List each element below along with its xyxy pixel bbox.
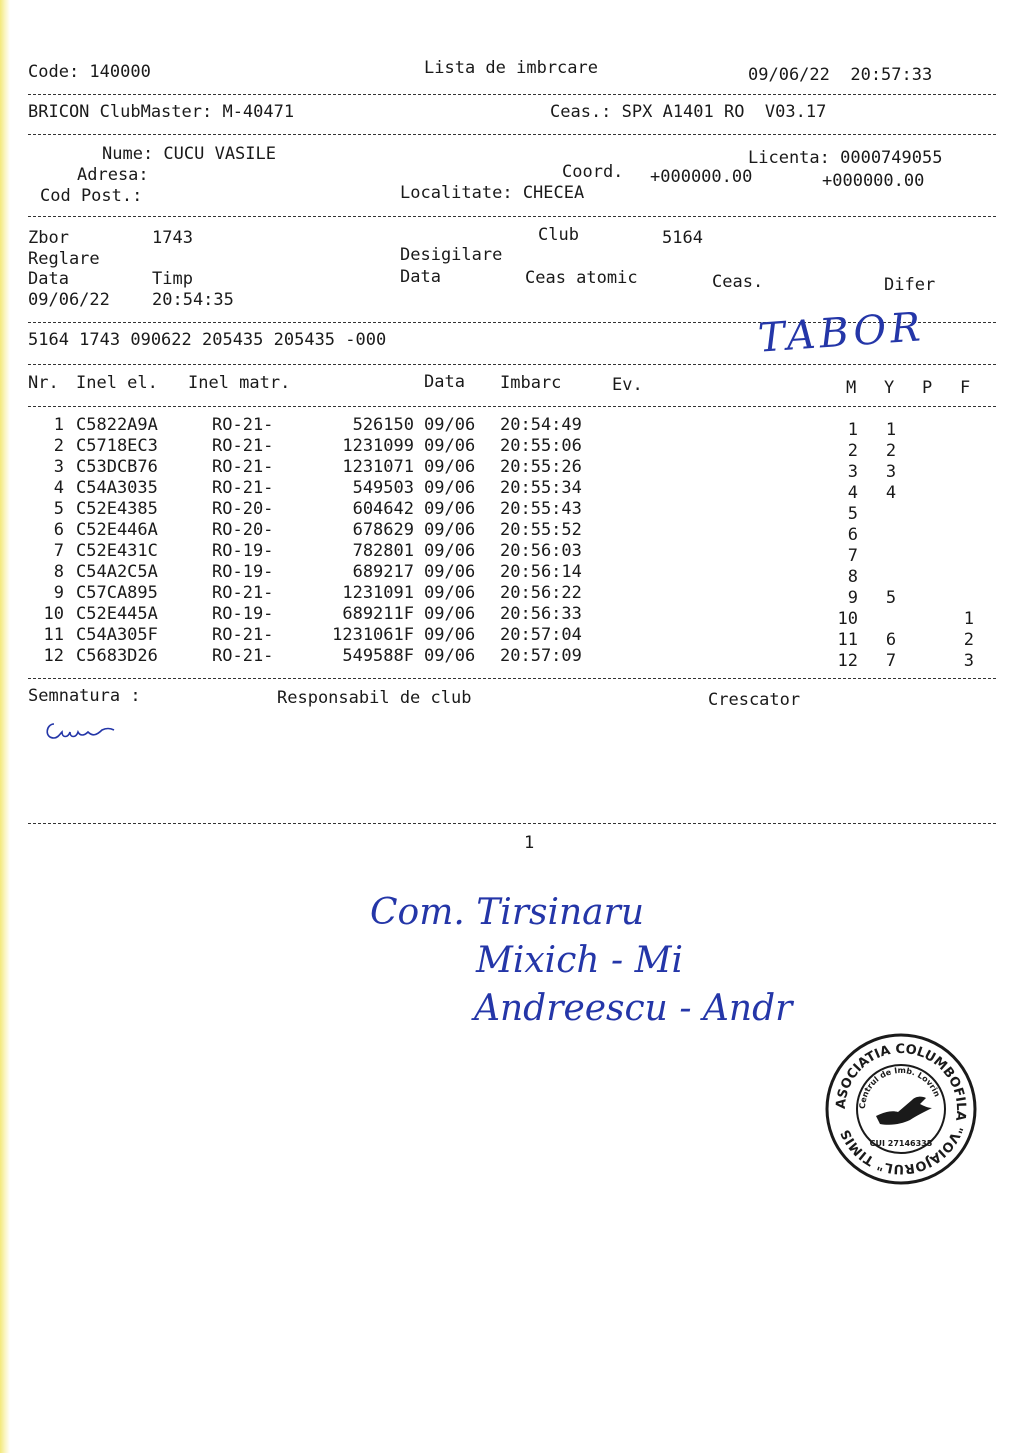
row-nr: 12: [43, 646, 64, 666]
col-f: F: [960, 378, 971, 398]
row-time: 20:57:09: [500, 646, 582, 666]
row-time: 20:55:52: [500, 520, 582, 540]
row-ring-prefix: RO-20-: [212, 499, 274, 519]
code-label: Code: 140000: [28, 62, 151, 82]
flight-number: 1743: [152, 228, 193, 248]
divider: [28, 134, 996, 135]
owner-postcode: Cod Post.:: [40, 186, 143, 206]
row-time: 20:56:03: [500, 541, 582, 561]
table-row: [28, 415, 996, 440]
row-nr: 6: [53, 520, 64, 540]
row-nr: 10: [43, 604, 64, 624]
reglare-date: 09/06/22: [28, 290, 110, 310]
summary-line: 5164 1743 090622 205435 205435 -000: [28, 330, 387, 350]
row-ring-prefix: RO-21-: [212, 457, 274, 477]
row-m: 4: [847, 483, 858, 503]
row-nr: 2: [53, 436, 64, 456]
row-nr: 1: [53, 415, 64, 435]
row-time: 20:56:33: [500, 604, 582, 624]
row-m: 3: [847, 462, 858, 482]
handwritten-note-3: Andreescu - Andr: [474, 988, 793, 1029]
row-y: 6: [885, 630, 897, 650]
handwritten-note-2: Mixich - Mi: [476, 940, 683, 981]
row-time: 20:55:26: [500, 457, 582, 477]
row-ring-number: 526150: [352, 415, 414, 435]
club-stamp: [824, 1032, 978, 1186]
row-date: 09/06: [424, 415, 476, 435]
stamp-cui: CUI 27146335: [869, 1139, 933, 1148]
row-ring-number: 549503: [352, 478, 414, 498]
row-ring-number: 1231099: [342, 436, 414, 456]
row-ring-prefix: RO-21-: [212, 625, 274, 645]
row-inel-el: C5683D26: [76, 646, 158, 666]
data-label-2: Data: [400, 267, 441, 287]
row-f: 1: [963, 609, 974, 629]
row-date: 09/06: [424, 478, 476, 498]
flight-label: Zbor: [28, 228, 69, 248]
row-y: 7: [885, 651, 897, 671]
owner-name: Nume: CUCU VASILE: [102, 144, 276, 164]
row-ring-number: 604642: [352, 499, 414, 519]
col-data: Data: [424, 372, 465, 392]
col-y: Y: [884, 378, 895, 398]
table-row: [28, 625, 996, 650]
club-responsible-label: Responsabil de club: [277, 688, 472, 708]
row-time: 20:56:22: [500, 583, 582, 603]
row-time: 20:56:14: [500, 562, 582, 582]
col-inel-matr: Inel matr.: [188, 373, 291, 393]
row-f: 2: [963, 630, 974, 650]
owner-address: Adresa:: [77, 165, 149, 185]
row-m: 1: [847, 420, 858, 440]
row-date: 09/06: [424, 625, 476, 645]
data-label: Data: [28, 269, 69, 289]
table-row: [28, 457, 996, 482]
row-ring-prefix: RO-21-: [212, 436, 274, 456]
divider: [28, 364, 996, 365]
clubmaster-id: BRICON ClubMaster: M-40471: [28, 102, 295, 122]
clock-label: Ceas.: [712, 272, 764, 292]
coord-y: +000000.00: [822, 171, 925, 191]
row-ring-prefix: RO-20-: [212, 520, 274, 540]
row-inel-el: C52E445A: [76, 604, 158, 624]
row-date: 09/06: [424, 646, 476, 666]
row-inel-el: C52E446A: [76, 520, 158, 540]
row-nr: 5: [53, 499, 64, 519]
row-f: 3: [963, 651, 974, 671]
row-ring-number: 1231061F: [332, 625, 414, 645]
row-y: 4: [885, 483, 897, 503]
divider: [28, 406, 996, 407]
paper-edge: [0, 0, 10, 1453]
row-nr: 3: [53, 457, 64, 477]
row-ring-prefix: RO-19-: [212, 562, 274, 582]
license: Licenta: 0000749055: [748, 148, 943, 168]
coord-label: Coord.: [562, 162, 624, 182]
row-date: 09/06: [424, 457, 476, 477]
row-time: 20:55:06: [500, 436, 582, 456]
row-y: 2: [885, 441, 897, 461]
row-ring-prefix: RO-19-: [212, 604, 274, 624]
table-row: [28, 499, 996, 524]
print-datetime: 09/06/22 20:57:33: [748, 65, 933, 85]
table-row: [28, 541, 996, 566]
row-date: 09/06: [424, 604, 476, 624]
row-m: 9: [847, 588, 858, 608]
club-label: Club: [538, 225, 579, 245]
row-m: 12: [837, 651, 858, 671]
row-ring-number: 678629: [352, 520, 414, 540]
row-date: 09/06: [424, 520, 476, 540]
stamp-outer-text: ASOCIATIA COLUMBOFILA "VOIAJORUL" TIMIS: [833, 1041, 969, 1177]
row-ring-prefix: RO-21-: [212, 478, 274, 498]
coord-x: +000000.00: [650, 167, 753, 187]
table-row: [28, 604, 996, 629]
row-inel-el: C57CA895: [76, 583, 158, 603]
row-m: 7: [847, 546, 858, 566]
divider: [28, 216, 996, 217]
col-p: P: [922, 378, 933, 398]
row-time: 20:55:43: [500, 499, 582, 519]
row-m: 8: [847, 567, 858, 587]
club-number: 5164: [662, 228, 703, 248]
col-nr: Nr.: [28, 373, 59, 393]
handwritten-signature: [40, 712, 120, 744]
row-ring-number: 689211F: [342, 604, 414, 624]
table-row: [28, 583, 996, 608]
row-inel-el: C54A3035: [76, 478, 158, 498]
clock-id: Ceas.: SPX A1401 RO V03.17: [550, 102, 827, 122]
table-row: [28, 646, 996, 671]
row-inel-el: C52E4385: [76, 499, 158, 519]
reglare-time: 20:54:35: [152, 290, 234, 310]
row-inel-el: C54A2C5A: [76, 562, 158, 582]
row-inel-el: C5822A9A: [76, 415, 158, 435]
divider: [28, 823, 996, 824]
page-number: 1: [524, 833, 535, 853]
row-nr: 7: [53, 541, 64, 561]
row-time: 20:57:04: [500, 625, 582, 645]
divider: [28, 678, 996, 679]
row-ring-prefix: RO-21-: [212, 415, 274, 435]
atomic-clock-label: Ceas atomic: [525, 268, 638, 288]
row-ring-prefix: RO-21-: [212, 646, 274, 666]
table-row: [28, 520, 996, 545]
row-nr: 9: [53, 583, 64, 603]
breeder-label: Crescator: [708, 690, 801, 710]
desigilare-label: Desigilare: [400, 245, 503, 265]
row-time: 20:55:34: [500, 478, 582, 498]
row-m: 5: [847, 504, 858, 524]
row-date: 09/06: [424, 436, 476, 456]
dove-icon: [876, 1097, 932, 1125]
row-date: 09/06: [424, 562, 476, 582]
row-ring-number: 1231071: [342, 457, 414, 477]
divider: [28, 94, 996, 95]
stamp-inner-text: Centrul de Imb. Lovrin: [857, 1065, 942, 1110]
row-ring-prefix: RO-19-: [212, 541, 274, 561]
row-ring-number: 1231091: [342, 583, 414, 603]
row-m: 11: [837, 630, 858, 650]
row-ring-prefix: RO-21-: [212, 583, 274, 603]
locality: Localitate: CHECEA: [400, 183, 585, 203]
row-ring-number: 689217: [352, 562, 414, 582]
document-title: Lista de imbrcare: [424, 58, 598, 78]
difference-label: Difer: [884, 275, 936, 295]
row-y: 1: [885, 420, 897, 440]
row-nr: 4: [53, 478, 64, 498]
row-date: 09/06: [424, 499, 476, 519]
row-inel-el: C52E431C: [76, 541, 158, 561]
col-imbarc: Imbarc: [500, 373, 562, 393]
col-inel-el: Inel el.: [76, 373, 158, 393]
table-row: [28, 562, 996, 587]
table-row: [28, 478, 996, 503]
row-m: 10: [837, 609, 858, 629]
col-ev: Ev.: [612, 375, 643, 395]
handwritten-note-1: Com. Tirsinaru: [370, 892, 645, 933]
timp-label: Timp: [152, 269, 193, 289]
row-inel-el: C5718EC3: [76, 436, 158, 456]
row-inel-el: C54A305F: [76, 625, 158, 645]
row-inel-el: C53DCB76: [76, 457, 158, 477]
col-m: M: [846, 378, 857, 398]
row-y: 3: [885, 462, 897, 482]
row-ring-number: 549588F: [342, 646, 414, 666]
reglare-label: Reglare: [28, 249, 100, 269]
row-y: 5: [885, 588, 897, 608]
row-m: 2: [847, 441, 858, 461]
row-nr: 11: [43, 625, 64, 645]
signature-label: Semnatura :: [28, 686, 141, 706]
row-ring-number: 782801: [352, 541, 414, 561]
row-date: 09/06: [424, 541, 476, 561]
row-time: 20:54:49: [500, 415, 582, 435]
row-nr: 8: [53, 562, 64, 582]
row-date: 09/06: [424, 583, 476, 603]
row-m: 6: [847, 525, 858, 545]
table-row: [28, 436, 996, 461]
handwritten-location: TABOR: [756, 304, 926, 362]
